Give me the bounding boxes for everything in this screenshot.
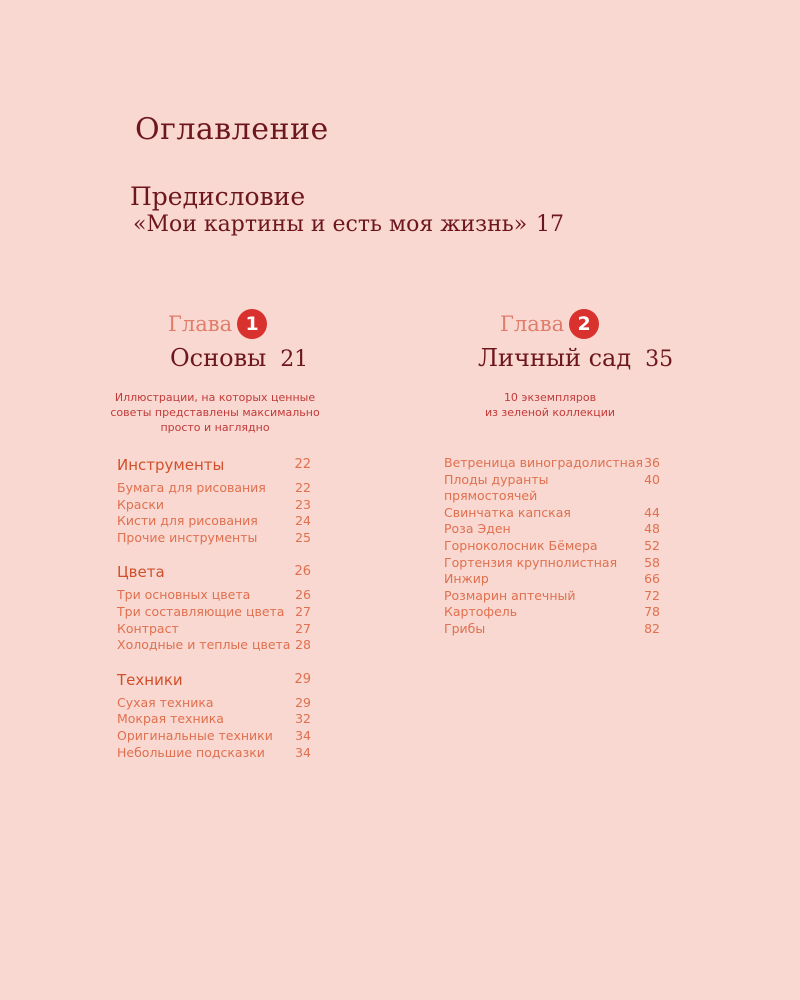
- toc-item-page: 22: [295, 480, 311, 495]
- toc-item-page: 48: [644, 521, 660, 537]
- toc-item-label: Картофель: [444, 604, 518, 620]
- section-page: 26: [294, 564, 311, 580]
- toc-section-heading[interactable]: [117, 456, 311, 474]
- toc-item-label: Свинчатка капская: [444, 504, 571, 520]
- toc-item-page: 78: [644, 604, 660, 620]
- toc-item-page: 34: [295, 744, 311, 760]
- toc-item-label: Краски: [117, 496, 165, 512]
- toc-item-label: Роза Эден: [444, 521, 511, 537]
- toc-item-label: Бумага для рисования: [117, 480, 266, 495]
- chapter-1-heading: [170, 344, 308, 372]
- chapter-1-label: [168, 309, 267, 339]
- toc-item-page: 29: [295, 694, 311, 710]
- toc-item-page: 58: [644, 554, 660, 570]
- toc-item-label: Сухая техника: [117, 694, 214, 710]
- toc-section-heading[interactable]: [117, 671, 311, 689]
- toc-item[interactable]: [117, 604, 311, 621]
- toc-item[interactable]: [444, 472, 660, 505]
- toc-item[interactable]: [117, 637, 311, 654]
- section-page: 29: [294, 671, 311, 687]
- chapter-title: Личный сад: [478, 344, 632, 372]
- toc-section-heading[interactable]: [117, 563, 311, 581]
- section-title: Техники: [117, 670, 183, 689]
- chapter-label-text: Глава: [500, 312, 565, 336]
- preface-quote: «Мои картины и есть моя жизнь»: [133, 212, 528, 237]
- toc-item-label: Грибы: [444, 620, 486, 636]
- page-title: Оглавление: [135, 112, 329, 147]
- toc-section-techniques: [117, 671, 311, 761]
- toc-item[interactable]: [117, 728, 311, 745]
- chapter-1-toc: [117, 456, 311, 778]
- toc-item[interactable]: [117, 745, 311, 762]
- description-line: советы представлены максимально: [110, 406, 320, 419]
- toc-item-page: 25: [295, 529, 311, 545]
- toc-item[interactable]: [117, 695, 311, 712]
- toc-item-label: Кисти для рисования: [117, 513, 258, 529]
- chapter-number-badge: 1: [237, 309, 267, 339]
- toc-item-label: Небольшие подсказки: [117, 744, 265, 760]
- chapter-2-heading: [478, 344, 673, 372]
- description-line: 10 экземпляров: [503, 391, 597, 404]
- chapter-title: Основы: [170, 344, 267, 372]
- toc-item-page: 27: [295, 620, 311, 636]
- toc-item[interactable]: [117, 587, 311, 604]
- toc-item-label: Плоды дуранты прямостоячей: [444, 471, 549, 504]
- toc-item-page: 52: [644, 537, 660, 553]
- chapter-2-label: [500, 309, 599, 339]
- toc-item[interactable]: [444, 538, 660, 555]
- section-title: Цвета: [117, 563, 165, 582]
- toc-item-label: Три основных цвета: [117, 587, 251, 603]
- toc-item-label: Холодные и теплые цвета: [117, 637, 291, 653]
- toc-item-page: 24: [295, 513, 311, 529]
- toc-item-label: Ветреница виноградолистная: [444, 455, 643, 470]
- toc-item-label: Оригинальные техники: [117, 727, 273, 743]
- toc-item-page: 26: [295, 587, 311, 603]
- chapter-page-number: 21: [280, 347, 309, 372]
- toc-item[interactable]: [117, 621, 311, 638]
- toc-item-page: 66: [644, 571, 660, 587]
- chapter-1-description: [100, 390, 330, 435]
- toc-item[interactable]: [444, 555, 660, 572]
- toc-item[interactable]: [117, 497, 311, 514]
- toc-item[interactable]: [444, 588, 660, 605]
- toc-item[interactable]: [117, 711, 311, 728]
- toc-item[interactable]: [117, 513, 311, 530]
- section-page: 22: [294, 457, 311, 472]
- toc-item-page: 23: [295, 496, 311, 512]
- chapter-2-description: [450, 390, 650, 420]
- toc-item-page: 82: [644, 620, 660, 636]
- toc-item-label: Гортензия крупнолистная: [444, 554, 618, 570]
- toc-item-label: Мокрая техника: [117, 711, 224, 727]
- description-line: просто и наглядно: [160, 421, 270, 434]
- preface-heading: Предисловие: [130, 182, 306, 211]
- toc-item-page: 72: [644, 587, 660, 603]
- toc-item[interactable]: [117, 480, 311, 497]
- toc-item-label: Прочие инструменты: [117, 529, 258, 545]
- description-line: из зеленой коллекции: [484, 406, 616, 419]
- toc-item[interactable]: [444, 455, 660, 472]
- toc-item[interactable]: [444, 621, 660, 638]
- toc-item[interactable]: [117, 530, 311, 547]
- chapter-page-number: 35: [645, 347, 674, 372]
- toc-item-page: 34: [295, 727, 311, 743]
- toc-section-tools: [117, 456, 311, 546]
- toc-item-label: Контраст: [117, 620, 179, 636]
- toc-item[interactable]: [444, 521, 660, 538]
- chapter-number-badge: 2: [569, 309, 599, 339]
- toc-item-label: Горноколосник Бёмера: [444, 537, 598, 553]
- toc-item-page: 28: [295, 637, 311, 653]
- toc-item-label: Розмарин аптечный: [444, 587, 576, 603]
- toc-item[interactable]: [444, 571, 660, 588]
- chapter-2-toc: [444, 455, 660, 638]
- toc-item-label: Три составляющие цвета: [117, 603, 285, 619]
- description-line: Иллюстрации, на которых ценные: [114, 391, 316, 404]
- toc-item-page: 32: [295, 711, 311, 727]
- toc-item-page: 36: [644, 455, 660, 470]
- chapter-label-text: Глава: [168, 312, 233, 336]
- toc-item-page: 27: [295, 603, 311, 619]
- toc-item-label: Инжир: [444, 571, 489, 587]
- toc-section-colors: [117, 563, 311, 653]
- section-title: Инструменты: [117, 456, 225, 474]
- toc-item[interactable]: [444, 505, 660, 522]
- toc-item[interactable]: [444, 604, 660, 621]
- toc-item-page: 44: [644, 504, 660, 520]
- preface-page-number: 17: [536, 212, 564, 237]
- toc-item-page: 40: [644, 471, 660, 487]
